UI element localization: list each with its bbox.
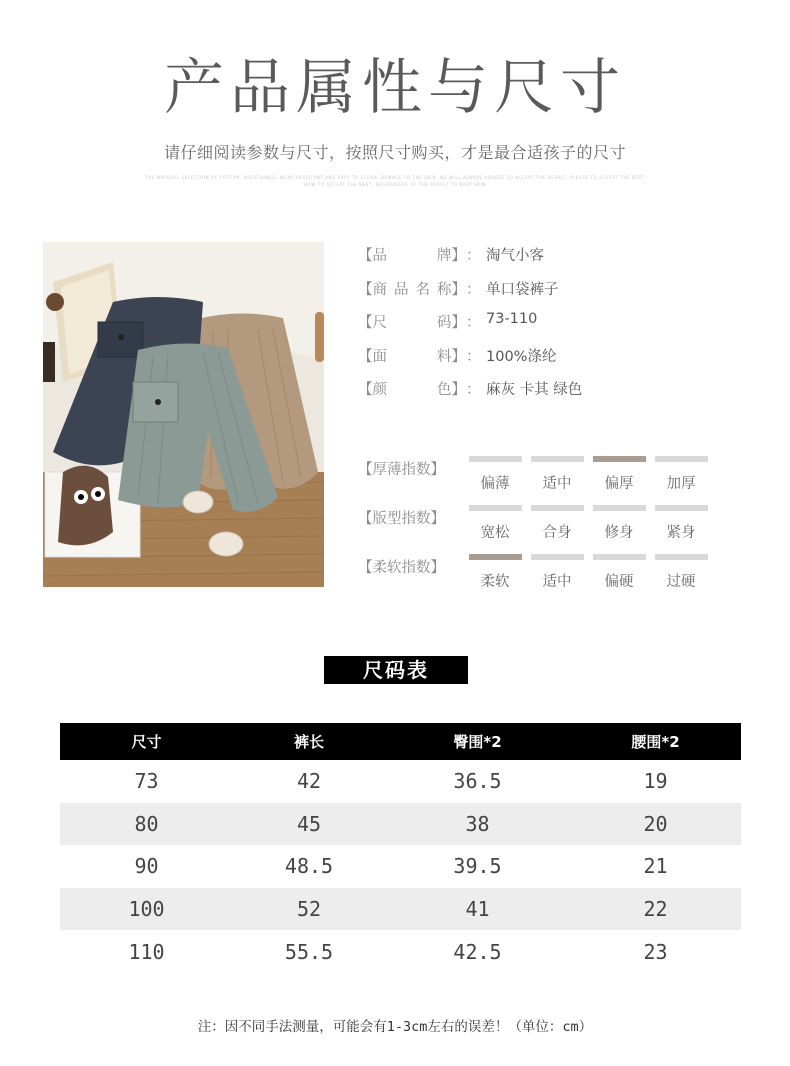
attribute-value: 单口袋裤子 [486,281,559,298]
table-cell: 73 [134,769,159,794]
table-cell: 110 [128,939,165,964]
column-header-hip: 臀围*2 [385,723,570,760]
index-option: 合身 [526,505,588,554]
index-bar [593,505,646,511]
attribute-value: 淘气小客 [486,248,544,264]
column-header-size: 尺寸 [60,723,233,760]
table-row [60,845,741,888]
table-cell: 100 [60,888,233,931]
attribute-size: 【 尺 码 】 ： 73-110 [358,311,538,332]
index-bar [655,554,708,560]
table-cell: 39.5 [453,854,502,879]
index-label: 【厚薄指数】 [358,462,445,478]
table-cell: 41 [385,888,570,931]
index-option: 偏薄 [464,456,526,505]
attribute-list [358,244,582,412]
product-photo [43,242,324,587]
index-ratings [358,456,712,603]
column-header-waist: 腰围*2 [570,723,741,760]
size-chart-title: 尺码表 [324,656,468,684]
attribute-label: 【 商 品 名 称 】 [358,281,466,298]
page-subtitle: 请仔细阅读参数与尺寸，按照尺寸购买，才是最合适孩子的尺寸 [163,143,626,162]
index-bar [655,505,708,511]
fine-print-line-2: HOW TO ACCEPT THE BEST, REGARDLESS OF THE RESULT TO BABY SKIN [304,182,486,187]
attribute-label: 【 颜 色 】 [358,382,466,399]
table-cell: 22 [570,888,741,931]
table-cell: 52 [233,888,385,931]
index-option: 柔软 [464,554,526,603]
table-cell: 55.5 [284,939,334,964]
table-cell: 38 [385,803,570,846]
attribute-label: 【 面 料 】 [358,348,466,365]
table-cell: 19 [643,769,668,794]
index-label: 【柔软指数】 [358,560,445,576]
table-row [60,803,741,846]
index-option: 偏厚 [588,456,650,505]
index-option: 偏硬 [588,554,650,603]
attribute-value: 麻灰 卡其 绿色 [486,382,583,399]
table-cell: 42 [296,769,322,794]
index-label: 【版型指数】 [358,511,445,527]
attribute-value: 73-110 [486,311,538,328]
thickness-index [358,456,712,505]
table-cell: 21 [643,854,668,879]
index-bar [469,554,522,560]
index-bar [593,554,646,560]
column-header-length: 裤长 [233,723,385,760]
size-chart-table [60,723,741,973]
table-row [60,930,741,973]
attribute-label: 【 品 牌 】 [358,248,466,264]
fine-print-line-1: THE NATURAL SELECTION OF COTTON, BREATHABLE, WEAR-RESISTANT AND EASY TO CLEAN, DAMAGE TO THE SKIN, WE WILL ALWAYS ADHERE TO ACCEPT THE RESULT, PLEASE TO ACCEPT THE BEST [145,175,645,180]
attribute-label: 【 尺 码 】 [358,315,466,332]
index-option: 宽松 [464,505,526,554]
attribute-value: 100%涤纶 [486,348,557,365]
table-row [60,760,741,803]
table-cell: 20 [570,803,741,846]
index-bar [593,456,646,462]
attribute-color: 【 颜 色 】 ： 麻灰 卡其 绿色 [358,378,582,412]
page-title: 产品属性与尺寸 [164,53,626,123]
index-bar [531,456,584,462]
table-cell: 80 [60,803,233,846]
softness-index [358,554,712,603]
index-option: 适中 [526,554,588,603]
index-option: 适中 [526,456,588,505]
attribute-brand: 【 品 牌 】 ： 淘气小客 [358,244,582,278]
index-bar [655,456,708,462]
index-bar [531,505,584,511]
attribute-product-name: 【 商 品 名 称 】 ： 单口袋裤子 [358,278,582,312]
index-option: 加厚 [650,456,712,505]
attribute-fabric: 【 面 料 】 ： 100%涤纶 [358,345,582,379]
index-option: 过硬 [650,554,712,603]
table-cell: 42.5 [453,939,502,964]
index-option: 修身 [588,505,650,554]
table-cell: 23 [643,939,668,964]
measurement-note: 注：因不同手法测量，可能会有1-3cm左右的误差！（单位：cm） [197,1019,593,1035]
index-bar [469,505,522,511]
index-bar [531,554,584,560]
index-option: 紧身 [650,505,712,554]
table-cell: 36.5 [453,769,502,794]
table-cell: 45 [233,803,385,846]
table-cell: 90 [134,854,159,879]
table-row [60,888,741,931]
table-header-row [60,723,741,760]
fit-index [358,505,712,554]
product-photo-illustration [43,242,324,587]
table-cell: 48.5 [284,854,334,879]
index-bar [469,456,522,462]
